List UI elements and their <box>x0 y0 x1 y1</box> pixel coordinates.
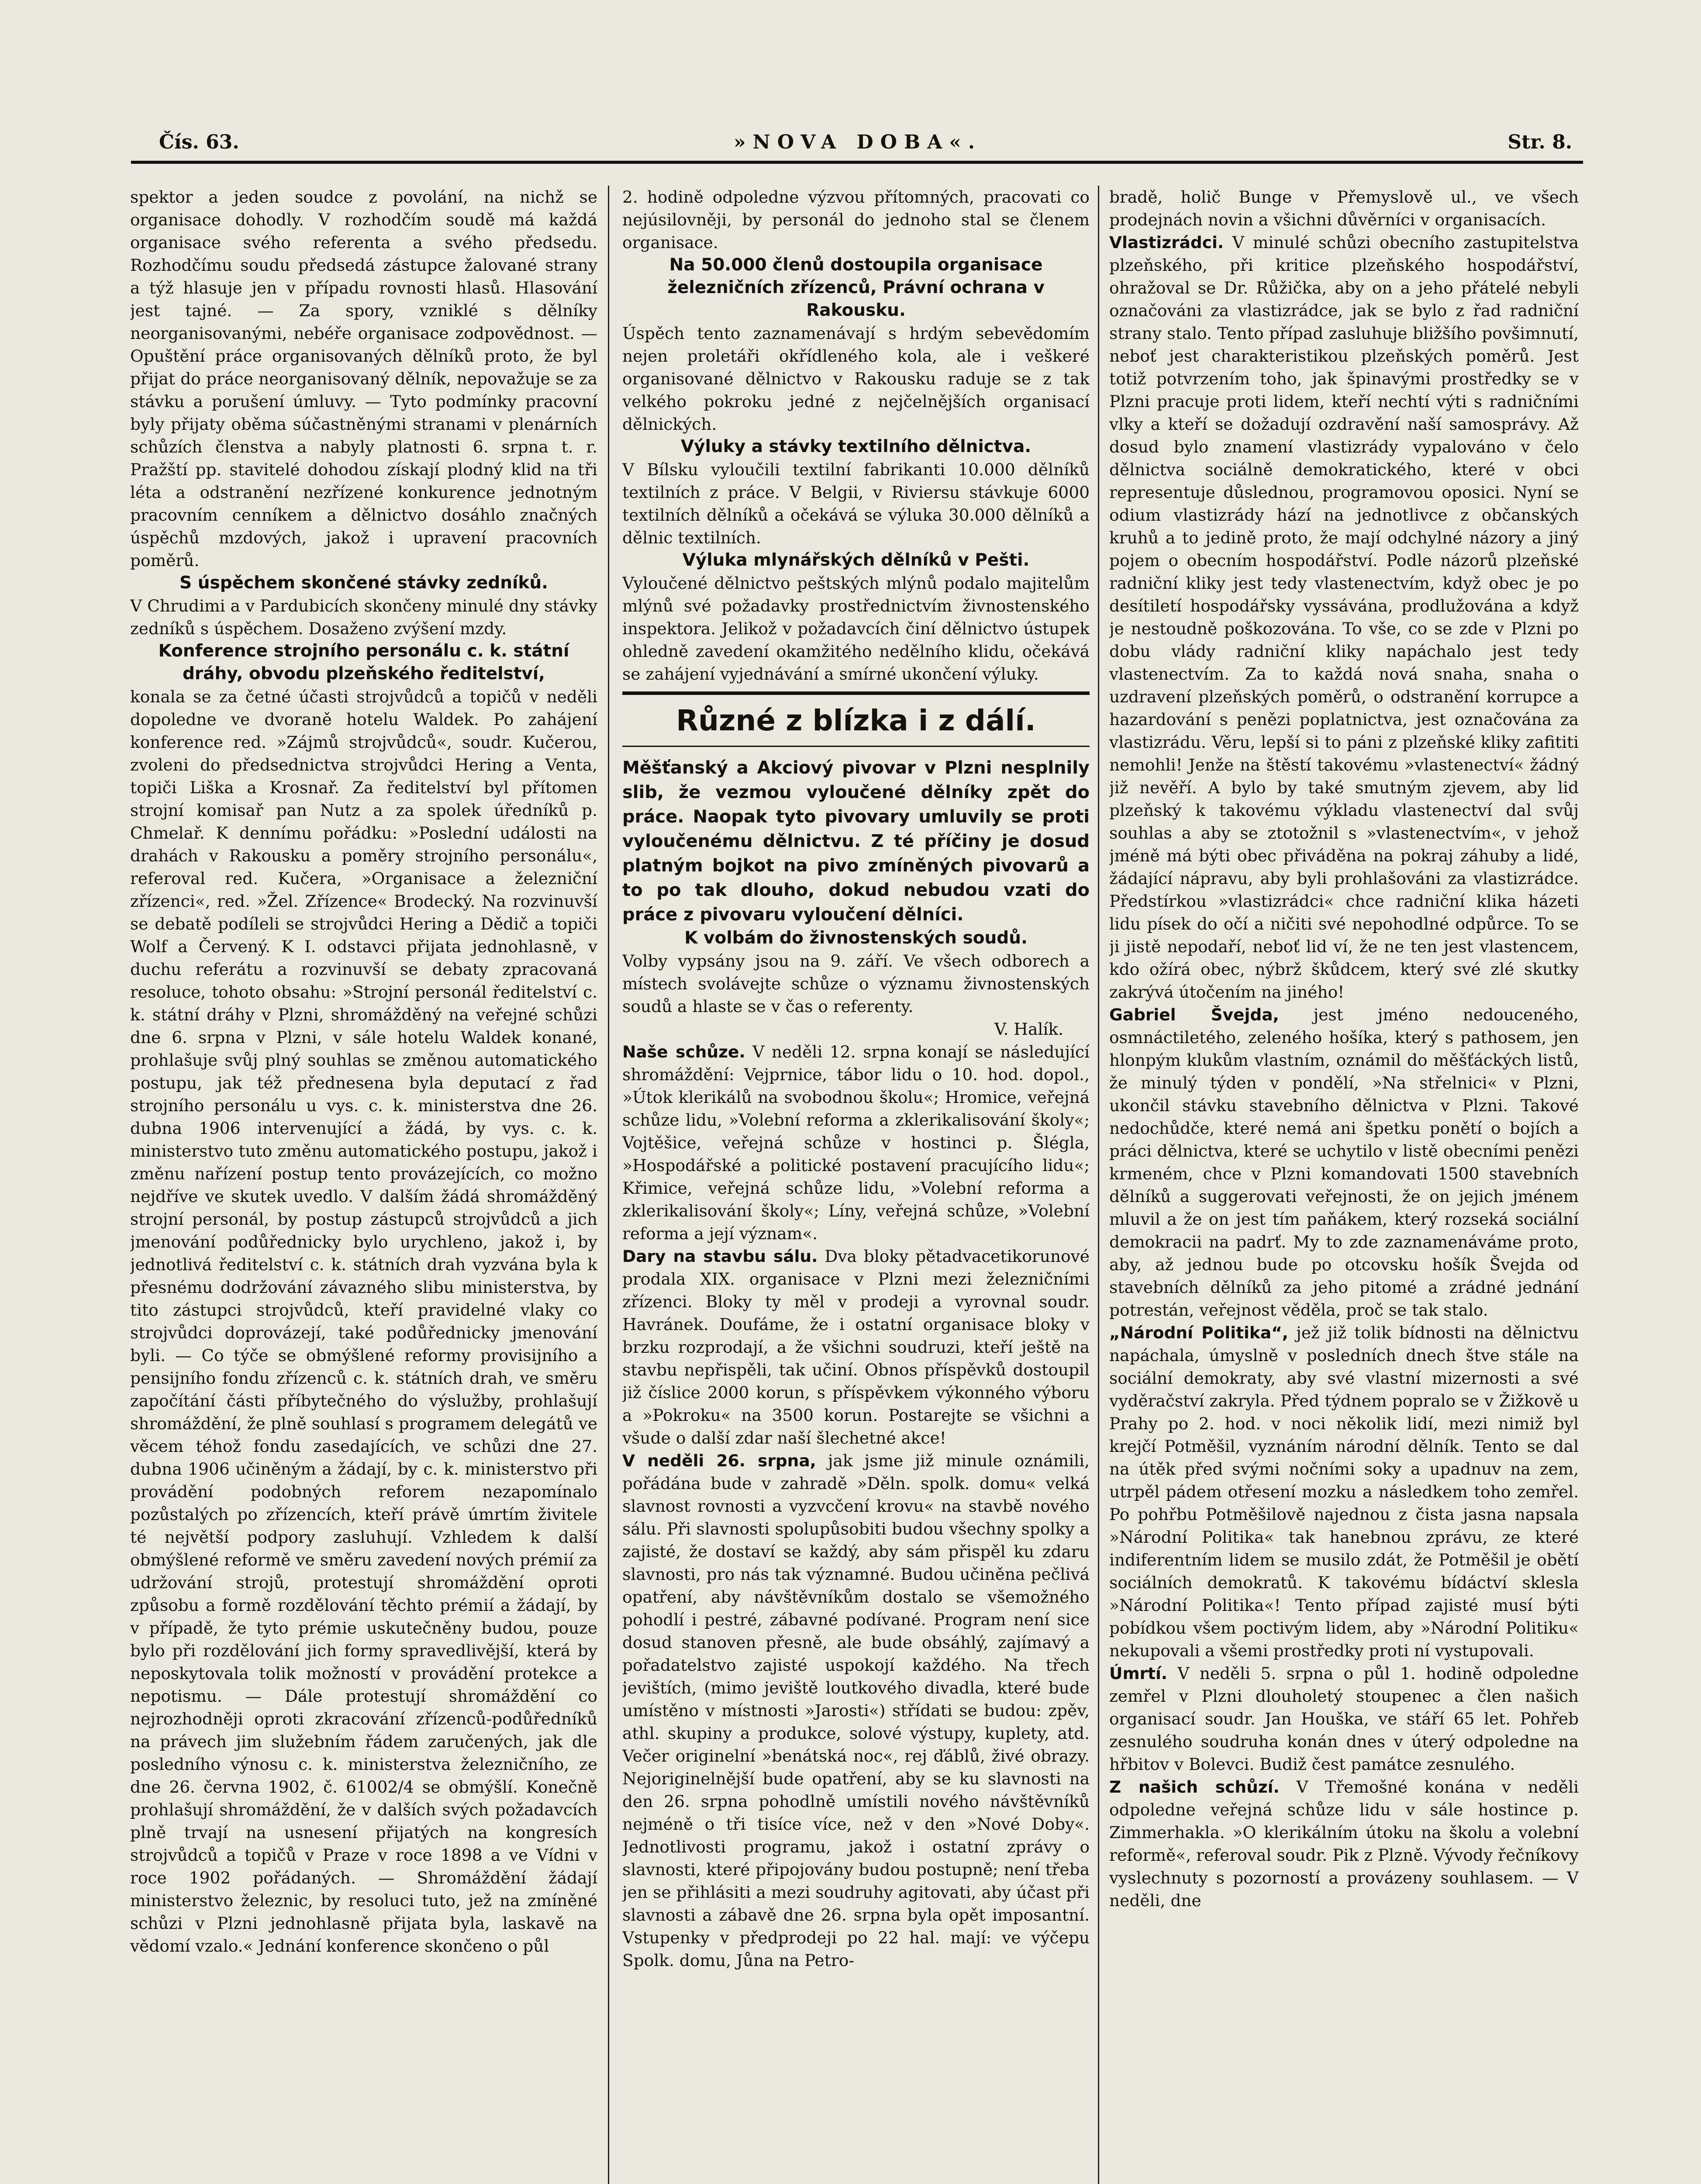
article-paragraph: Vlastizrádci. V minulé schůzi obecního zastupitelstva plzeňského, při kritice plzeňského hospodářství, ohražoval se Dr. Růžička, aby on a jeho přátelé nebyli označováni za vlastizrádce, jak se bylo z řad radniční strany stalo. Tento případ zasluhuje bližšího povšimnutí, neboť jest charakteristikou plzeňských poměrů. Jest totiž potvrzením toho, jak špinavými prostředky se v Plzni pracuje proti lidem, kteří nechtí výti s radničními vlky a kteří se dožadují ozdravění naší samosprávy. Až dosud bylo znamení vlastizrády vypalováno v čelo dělnictva sociálně demokratického, které v obci representuje důslednou, programovou oposici. Nyní se odium vlastizrády hází na jednotlivce z občanských kruhů a to jedině proto, že mají odchylné názory a jiný pojem o obecním hospodářství. Podle názorů plzeňské radniční kliky jest tedy vlastenectvím, když obec je po desítiletí hospodářsky vyssávána, prodlužována a když je nestoudně poškozována. To vše, co se zde v Plzni po dobu vlády radniční kliky napáchalo jest tedy vlastenectvím. Za to každá nová snaha, snaha o uzdravení plzeňských poměrů, o odstranění korrupce a hazardování s penězi poplatnictva, jest označována za vlastizrádu. Věru, lepší si to páni z plzeňské kliky zafititi nemohli! Jenže na štěstí takovému »vlastenectví« žádný již nevěří. A bylo by také smutným zjevem, aby lid plzeňský k takovému výkladu vlastenectví dal svůj souhlas a aby se ztotožnil s »vlastenectvím«, v jehož jméně má býti obec přiváděna na pokraj záhuby a lidé, žádající nápravu, aby byli prohlašováni za vlastizrádce. Předstírkou »vlastizrádci« chce radniční klika házeti lidu písek do očí a ničiti své nepohodlné odpůrce. To se ji jistě nepodaří, neboť lid ví, že ne ten jest vlastencem, kdo ožírá obec, nýbrž škůdcem, který své zlé skutky zakrývá útočením na jiného! <box>1109 233 1579 1002</box>
header-rule <box>131 161 1583 164</box>
article-paragraph: Z našich schůzí. V Třemošné konána v neděli odpoledne veřejná schůze lidu v sále hostince p. Zimmerhakla. »O klerikálním útoku na školu a volební reformě«, referoval soudr. Pik z Plzně. Vývody řečníkovy vyslechnuty s pozorností a provázeny souhlasem. — V neděli, dne <box>1109 1777 1579 1910</box>
page-header <box>148 131 1585 162</box>
article-paragraph: Dary na stavbu sálu. Dva bloky pětadvacetikorunové prodala XIX. organisace v Plzni mezi železničními zřízenci. Bloky ty měl v prodeji a vyrovnal soudr. Havránek. Doufáme, že i ostatní organisace bloky v brzku rozprodají, a že všichni soudruzi, kteří ještě na stavbu nepřispěli, tak učiní. Obnos příspěvků dostoupil již číslice 2000 korun, s příspěvkem výkonného výboru a »Pokroku« na 3500 korun. Postarejte se všichni a všude o další zdar naší šlechetné akce! <box>622 1247 1090 1448</box>
column-1 <box>130 186 597 2184</box>
article-paragraph: Gabriel Švejda, jest jméno nedouceného, osmnáctiletého, zeleného hošíka, který s pathosem, jen hlonpým klukům vlastním, oznámil do měšťáckých listů, že minulý týden v pondělí, »Na střelnici« v Plzni, ukončil stávku stavebního dělnictva v Plzni. Takové nedochůdče, které nemá ani špetku ponětí o bojích a práci dělnictva, které se uchytilo v listě obecními penězi krmeném, chce v Plzni komandovati 1500 stavebních dělníků a suggerovati veřejnosti, že on jejich jménem mluvil a že on jest tím paňákem, který rozseká sociální demokracii na padrť. My to zde zaznamenáváme proto, aby, až jednou bude po otcovsku hošík Švejda od stavebních dělníků za jeho pitomé a zrádné jednání potrestán, veřejnost věděla, proč se tak stalo. <box>1109 1005 1579 1320</box>
paragraph-lead: Úmrtí. <box>1109 1664 1168 1683</box>
article-paragraph: konala se za četné účasti strojvůdců a topičů v neděli dopoledne ve dvoraně hotelu Waldek. Po zahájení konference red. »Zájmů strojvůdců«, soudr. Kučerou, zvoleni do předsednictva strojvůdci Hering a Venta, topiči Liška a Krosnař. Za ředitelství byl přítomen strojní komisař pan Nutz a za spolek úředníků p. Chmelař. K dennímu pořádku: »Poslední události na drahách v Rakousku a poměry strojního personálu«, referoval red. Kučera, »Organisace a železniční zřízenci«, red. »Žel. Zřízence« Brodecký. Na rozvinuvší se debatě podíleli se strojvůdci Hering a Dědič a topiči Wolf a Červený. K I. odstavci přijata jednohlasně, v duchu referátu a rozvinuvší se debaty zpracovaná resoluce, tohoto obsahu: »Strojní personál ředitelství c. k. státní dráhy v Plzni, shromážděný na veřejné schůzi dne 6. srpna v Plzni, v sále hotelu Waldek konané, prohlašuje svůj plný souhlas se změnou automatického postupu, jak též přednesena byla deputací z řad strojního personálu u vys. c. k. ministerstva dne 26. dubna 1906 intervenující a žádá, by vys. c. k. ministerstvo tuto změnu automatického postupu, jakož i změnu nařízení postup tento provázejících, co možno nejdříve ve skutek uvedlo. V dalším žádá shromážděný strojní personál, by postup zástupců strojvůdců a jich jmenování podůřednicky bylo urychleno, jakož i, by jednotlivá ředitelství c. k. státních drah vyzvána byla k přesnému dodržování závazného slibu ministerstva, by tito zástupci strojvůdců, kteří pravidelné vlaky co strojvůdci doprovázejí, také podůřednicky jmenování byli. — Co týče se obmýšlené reformy provisijního a pensijního fondu zřízenců c. k. státních drah, ve směru započítání části příbytečného do výslužby, prohlašují shromáždění, že plně souhlasí s programem delegátů ve věcem téhož fondu zasedajících, ve schůzi dne 27. dubna 1906 učiněným a žádají, by c. k. ministerstvo při provádění podobných reforem nezapomínalo pozůstalých po zřízencích, kteří právě úmrtím živitele té největší podpory zasluhují. Vzhledem k další obmýšlené reformě ve směru zavedení nových prémií za udržování strojů, protestují shromáždění oproti způsobu a formě rozdělování těchto prémií a žádají, by v případě, že tyto prémie uskutečněny budou, pouze bylo při rozdělování jich formy spravedlivější, která by neposkytovala tolik možností v provádění protekce a nepotismu. — Dále protestují shromáždění co nejrozhodněji oproti zkracování zřízenců-podůředníků na právech jim služebním řádem zaručených, jak dle posledního výnosu c. k. ministerstva železničního, ze dne 26. června 1902, č. 61002/4 se obmýšlí. Konečně prohlašují shromáždění, že v dalších svých požadavcích plně trvají na usnesení přijatých na kongresích strojvůdců a topičů v Praze v roce 1898 a ve Vídni v roce 1902 pořádaných. — Shromáždění žádají ministerstvo železnic, by resoluci tuto, jež na zmíněné schůzi v Plzni jednohlasně přijata byla, laskavě na vědomí vzalo.« Jednání konference skončeno o půl <box>130 687 597 1956</box>
column-divider <box>1098 186 1099 2184</box>
newspaper-title: »NOVA DOBA«. <box>734 131 982 153</box>
article-paragraph: Úmrtí. V neděli 5. srpna o půl 1. hodině odpoledne zemřel v Plzni dlouholetý stoupenec a člen našich organisací soudr. Jan Houška, ve stáří 65 let. Pohřeb zesnulého soudruha konán dnes v úterý odpoledne na hřbitov v Bolevci. Budiž čest památce zesnulého. <box>1109 1664 1579 1774</box>
section-title: Různé z blízka i z dálí. <box>676 704 1036 737</box>
article-heading: S úspěchem skončené stávky zedníků. <box>179 573 548 593</box>
signature: V. Halík. <box>994 1019 1063 1039</box>
article-paragraph: bradě, holič Bunge v Přemyslově ul., ve všech prodejnách novin a všichni důvěrníci v organisacích. <box>1109 187 1579 229</box>
article-paragraph: V neděli 26. srpna, jak jsme již minule oznámili, pořádána bude v zahradě »Děln. spolk. domu« velká slavnost rovnosti a vyzvcčení krovu« na stavbě nového sálu. Při slavnosti spolupůsobiti budou všechny spolky a zajisté, že dostaví se každý, aby sám přispěl ku zdaru slavnosti, pro nás tak významné. Budou učiněna pečlivá opatření, aby návštěvníkům dostalo se všemožného pohodlí i pestré, zábavné podívané. Program není sice dosud stanoven přesně, ale bude obsáhlý, zajímavý a pořadatelstvo zajisté uspokojí každého. Na třech jevištích, (mimo jeviště loutkového divadla, které bude umístěno v místnosti »Jarosti«) střídati se budou: zpěv, athl. skupiny a produkce, solové výstupy, kuplety, atd. Večer originelní »benátská noc«, rej ďáblů, živé obrazy. Nejoriginelnější bude opatření, aby se ku slavnosti na den 26. srpna pohodlně umístili nového návštěvníků nejméně o tři tisíce více, než v den »Nové Doby«. Jednotlivosti programu, jakož i ostatní zprávy o slavnosti, které připojovány budou postupně; není třeba jen se přihlásiti a mezi soudruhy agitovati, aby účast při slavnosti a zábavě dne 26. srpna byla opět imposantní. Vstupenky v předprodeji po 22 hal. mají: ve výčepu Spolk. domu, Jůna na Petro- <box>622 1451 1090 1970</box>
article-paragraph: spektor a jeden soudce z povolání, na nichž se organisace dohodly. V rozhodčím soudě má každá organisace svého referenta a svého předsedu. Rozhodčímu soudu předsedá zástupce žalované strany a týž hlasuje jen v případu rovnosti hlasů. Hlasování jest tajné. — Za spory, vzniklé s dělníky neorganisovanými, nebéře organisace zodpovědnost. — Opuštění práce organisovaných dělníků proto, že byl přijat do práce neorganisovaný dělník, nepovažuje se za stávku a porušení úmluvy. — Tyto podmínky pracovní byly přijaty oběma súčastněnými stranami v plenárních schůzích členstva a nabyly platnosti 6. srpna t. r. Pražští pp. stavitelé dohodou získají plodný klid na tři léta a odstranění nezřízené konkurence jednotným pracovním cenníkem a dělnictvo dosáhlo značných úspěchů mzdových, jakož i upravení pracovních poměrů. <box>130 187 597 570</box>
paragraph-lead: Gabriel Švejda, <box>1109 1005 1279 1024</box>
paragraph-lead: Naše schůze. <box>622 1042 745 1061</box>
article-paragraph: Naše schůze. V neděli 12. srpna konají se následující shromáždění: Vejprnice, tábor lidu o 10. hod. dopol., »Útok klerikálů na svobodnou školu«; Hromice, veřejná schůze lidu, »Volební reforma a zklerikalisování školy«; Vojtěšice, veřejná schůze v hostinci p. Šlégla, »Hospodářské a politické postavení pracujícího lidu«; Křimice, veřejná schůze lidu, »Volební reforma a zklerikalisování školy«; Líny, veřejná schůze, »Volební reforma a její význam«. <box>622 1042 1090 1243</box>
article-paragraph: 2. hodině odpoledne výzvou přítomných, pracovati co nejúsilovněji, by personál do jednoho stal se členem organisace. <box>622 187 1090 252</box>
article-paragraph: „Národní Politika“, jež již tolik bídnosti na dělnictvu napáchala, úmyslně v posledních dnech štve stále na sociální demokraty, aby své vlastní mizernosti a své vyděračství zakryla. Před týdnem popralo se v Žižkově u Prahy po 2. hod. v noci několik lidí, mezi nimiž byl krejčí Potměšil, vyznáním národní dělník. Tento se dal na útěk před svými nočními soky a upadnuv na zem, utrpěl pádem otřesení mozku a následkem toho zemřel. Po pohřbu Potměšilově najednou z čista jasna napsala »Národní Politika« tak hanebnou zprávu, ze které indiferentním lidem se musilo zdát, že Potměšil je obětí sociálních demokratů. K takovému bídáctví sklesla »Národní Politika«! Tento případ zajisté musí býti pobídkou všem poctivým lidem, aby »Národní Politiku« nekupovali a všemi prostředky proti ní vystupovali. <box>1109 1323 1579 1660</box>
article-heading: Výluka mlynářských dělníků v Pešti. <box>682 550 1030 570</box>
article-paragraph: Volby vypsány jsou na 9. září. Ve všech odborech a místech svolávejte schůze o významu živnostenských soudů a hlaste se v čas o referenty. <box>622 951 1090 1016</box>
article-paragraph: Úspěch tento zaznamenávají s hrdým sebevědomím nejen proletáři okřídleného kola, ale i veškeré organisované dělnictvo v Rakousku raduje se z tak velkého pokroku jedné z nejčelnějších organisací dělnických. <box>622 324 1090 434</box>
page-number: Str. 8. <box>1508 131 1572 153</box>
paragraph-lead: Z našich schůzí. <box>1109 1777 1280 1797</box>
column-3 <box>1109 186 1579 2184</box>
article-paragraph: Vyloučené dělnictvo peštských mlýnů podalo majitelům mlýnů své požadavky prostřednictvím živnostenského inspektora. Jelikož v požadavcích činí dělnictvo ústupek ohledně zavedení okamžitého nedělního klidu, očekává se zahájení vyjednávání a smírné ukončení výluky. <box>622 574 1090 684</box>
paragraph-lead: Vlastizrádci. <box>1109 233 1224 252</box>
paragraph-lead: V neděli 26. srpna, <box>622 1451 816 1470</box>
article-heading: Výluky a stávky textilního dělnictva. <box>680 437 1032 456</box>
column-2 <box>622 186 1090 2184</box>
article-heading: Konference strojního personálu c. k. státní dráhy, obvodu plzeňského ředitelství, <box>158 641 569 684</box>
article-heading: Na 50.000 členů dostoupila organisace železničních zřízenců, Právní ochrana v Rakousku. <box>667 255 1045 320</box>
section-rule <box>622 746 1090 747</box>
section-rule <box>622 691 1090 695</box>
column-divider <box>608 186 609 2184</box>
paragraph-lead: Dary na stavbu sálu. <box>622 1247 818 1266</box>
article-paragraph: V Chrudimi a v Pardubicích skončeny minulé dny stávky zedníků s úspěchem. Dosaženo zvýšení mzdy. <box>130 596 597 638</box>
article-heading: K volbám do živnostenských soudů. <box>684 928 1028 948</box>
article-paragraph: V Bílsku vyloučili textilní fabrikanti 10.000 dělníků textilních z práce. V Belgii, v Riviersu stávkuje 6000 textilních dělníků a očekává se výluka 30.000 dělníků a dělnic textilních. <box>622 460 1090 547</box>
bold-notice: Měšťanský a Akciový pivovar v Plzni nesplnily slib, že vezmou vyloučené dělníky zpět do práce. Naopak tyto pivovary umluvily se proti vyloučenému dělnictvu. Z té příčiny je dosud platným bojkot na pivo zmíněných pivovarů a to po tak dlouho, dokud nebudou vzati do práce z pivovaru vyloučení dělníci. <box>622 758 1090 925</box>
issue-number: Čís. 63. <box>159 131 239 153</box>
paragraph-lead: „Národní Politika“, <box>1109 1323 1289 1342</box>
